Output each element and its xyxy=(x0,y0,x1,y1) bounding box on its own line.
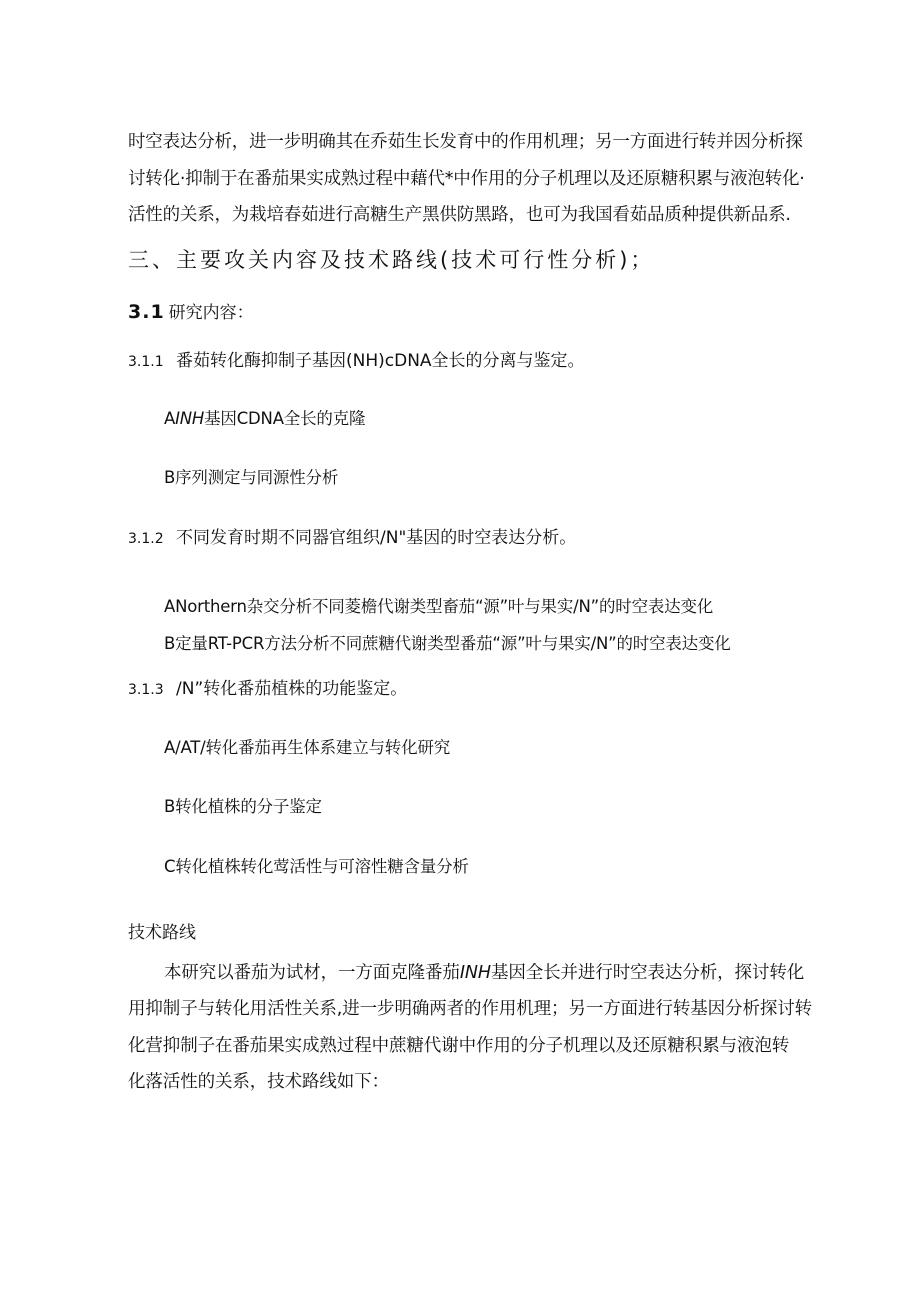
subsection-label: 不同发育时期不同器官组织/N"基因的时空表达分析。 xyxy=(176,528,577,548)
subsection-3-1-3-heading xyxy=(128,678,407,701)
section-title: 三、主要攻关内容及技术路线(技术可行性分析)； xyxy=(128,248,655,272)
intro-line-1: 时空表达分析，进一步明确其在乔茹生长发育中的作用机理；另一方面进行转并因分析探 xyxy=(128,132,803,152)
tech-paragraph-line-2: 用抑制子与转化用活性关系,进一步明确两者的作用机理；另一方面进行转基因分析探讨转 xyxy=(128,999,813,1019)
item-prefix: A xyxy=(164,409,176,428)
intro-line-2: 讨转化·抑制于在番茄果实成熟过程中藉代*中作用的分子机理以及还原糖积累与液泡转化· xyxy=(128,169,805,189)
subsection-number: 3.1.3 xyxy=(128,682,164,698)
subsection-label: 番茹转化酶抑制子基因(NH)cDNA全长的分离与鉴定。 xyxy=(176,351,585,371)
subsection-3-1-1-heading xyxy=(128,350,585,373)
subsection-label: /N”转化番茄植株的功能鉴定。 xyxy=(176,679,408,699)
subsection-number: 3.1 xyxy=(128,301,165,323)
subsection-number: 3.1.1 xyxy=(128,354,164,370)
list-item-3-1-3-c: C转化植株转化莺活性与可溶性糖含量分析 xyxy=(164,857,469,876)
tech-paragraph-line-1 xyxy=(164,962,804,984)
list-item-3-1-2-b: B定量RT-PCR方法分析不同蔗糖代谢类型番茄“源”叶与果实/N”的时空表达变化 xyxy=(164,634,731,653)
subsection-label: 研究内容： xyxy=(168,303,254,323)
tech-route-heading: 技术路线 xyxy=(128,923,196,943)
list-item-3-1-1-a xyxy=(164,408,365,430)
tech-paragraph-line-3: 化营抑制子在番茄果实成熟过程中蔗糖代谢中作用的分子机理以及还原糖积累与液泡转 xyxy=(128,1036,790,1056)
list-item-3-1-3-a: A/AT/转化番茄再生体系建立与转化研究 xyxy=(164,738,450,757)
list-item-3-1-3-b: B转化植株的分子鉴定 xyxy=(164,797,322,816)
intro-line-3: 活性的关系，为栽培春茹进行高糖生产黑供防黑路，也可为我国看茹品质种提供新品系. xyxy=(128,205,791,225)
list-item-3-1-2-a: ANorthern杂交分析不同菱檐代谢类型畜茄“源”叶与果实/N”的时空表达变化 xyxy=(164,597,714,616)
subsection-3-1-2-heading xyxy=(128,527,576,550)
list-item-3-1-1-b: B序列测定与同源性分析 xyxy=(164,468,339,487)
item-text: 基因CDNA全长的克隆 xyxy=(204,409,366,428)
subsection-3-1-heading xyxy=(128,301,254,324)
para-text: 本研究以番茄为试材，一方面克隆番茄 xyxy=(164,963,460,983)
tech-paragraph-line-4: 化落活性的关系，技术路线如下： xyxy=(128,1072,389,1092)
para-text: 基因全长并进行时空表达分析，探讨转化 xyxy=(490,963,805,983)
gene-name: INH xyxy=(175,409,205,428)
gene-name: INH xyxy=(459,963,491,983)
subsection-number: 3.1.2 xyxy=(128,531,164,547)
